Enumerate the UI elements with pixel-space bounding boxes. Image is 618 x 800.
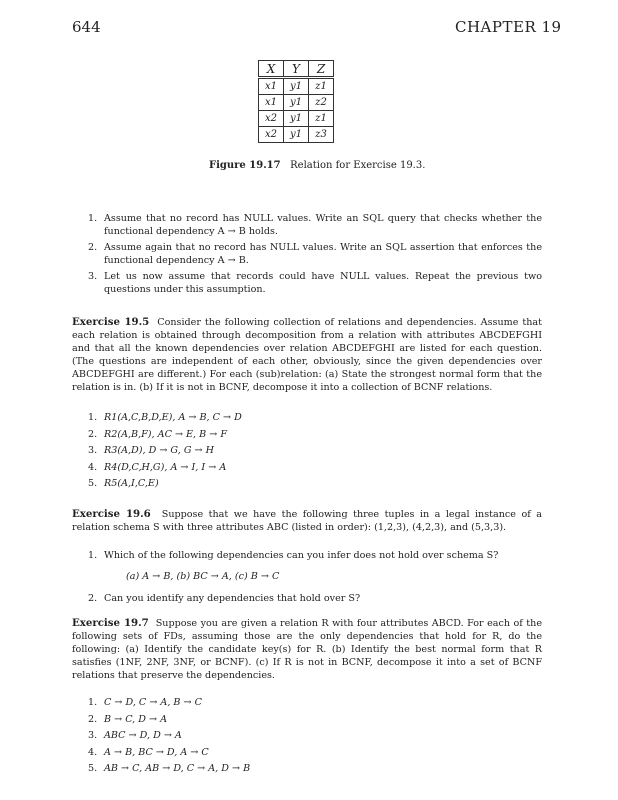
column-header: Y bbox=[284, 61, 309, 78]
list-item: 3. R3(A,D), D → G, G → H bbox=[88, 443, 542, 460]
table-cell: y1 bbox=[284, 78, 309, 95]
list-item: 3. ABC → D, D → A bbox=[88, 728, 542, 745]
list-item-text: Which of the following dependencies can you infer does not hold over schema S? bbox=[104, 550, 499, 561]
list-item-text: AB → C, AB → D, C → A, D → B bbox=[104, 763, 251, 774]
list-item: 2. R2(A,B,F), AC → E, B → F bbox=[88, 427, 542, 444]
exercise-195 bbox=[72, 316, 542, 394]
table-cell: z1 bbox=[309, 78, 334, 95]
table-header-row bbox=[259, 61, 334, 78]
list-item: 3. Let us now assume that records could have NULL values. Repeat the previous two questions under this assumption. bbox=[88, 271, 542, 295]
list-item-text: Assume that no record has NULL values. Write an SQL query that checks whether the functional dependency A → B holds. bbox=[104, 213, 542, 237]
column-header: X bbox=[259, 61, 284, 78]
table-row bbox=[259, 95, 334, 111]
table-cell: x2 bbox=[259, 111, 284, 127]
list-item-text: A → B, BC → D, A → C bbox=[104, 746, 209, 758]
exercise-197 bbox=[72, 617, 542, 682]
chapter-heading: CHAPTER 19 bbox=[455, 18, 562, 36]
list-item-text: Can you identify any dependencies that hold over S? bbox=[104, 593, 361, 604]
table-cell: y1 bbox=[284, 127, 309, 143]
table-cell: z3 bbox=[309, 127, 334, 143]
table-cell: x1 bbox=[259, 78, 284, 95]
table-row bbox=[259, 111, 334, 127]
exercise-195-relations bbox=[88, 410, 542, 493]
list-item-text: R2(A,B,F), AC → E, B → F bbox=[104, 428, 227, 440]
table-cell: y1 bbox=[284, 95, 309, 111]
list-item: 2. Assume again that no record has NULL values. Write an SQL assertion that enforces the functional dependency A → B. bbox=[88, 242, 542, 266]
list-item: 1. Which of the following dependencies can you infer does not hold over schema S? bbox=[88, 549, 542, 562]
exercise-label: Exercise 19.7 bbox=[72, 617, 149, 629]
list-item-text: R5(A,I,C,E) bbox=[104, 478, 159, 489]
exercise-text: Consider the following collection of relations and dependencies. Assume that each relation is obtained through decomposition from a relation with attributes ABCDEFGHI and that all the known dependencies over relation ABCDEFGHI are listed for each question. (The questions are independent of each other, obviously, since the given dependencies over ABCDEFGHI are different.) For each (sub)relation: (a) State the strongest normal form that the relation is in. (b) If it is not in BCNF, decompose it into a collection of BCNF relations. bbox=[72, 317, 542, 393]
list-item: 2. Can you identify any dependencies that hold over S? bbox=[88, 592, 542, 605]
figure-caption-text: Relation for Exercise 19.3. bbox=[290, 160, 426, 171]
exercise-label: Exercise 19.5 bbox=[72, 316, 150, 328]
list-item: 1. C → D, C → A, B → C bbox=[88, 695, 542, 712]
exercise-text: Suppose you are given a relation R with four attributes ABCD. For each of the following sets of FDs, assuming those are the only dependencies that hold for R, do the following: (a) Identify the candidate key(s) for R. (b) Identify the best normal form that R satisfies (1NF, 2NF, 3NF, or BCNF). (c) If R is not in BCNF, decompose it into a set of BCNF relations that preserve the dependencies. bbox=[72, 618, 542, 681]
list-item: 5. R5(A,I,C,E) bbox=[88, 476, 542, 493]
list-item: 5. AB → C, AB → D, C → A, D → B bbox=[88, 761, 542, 778]
column-header: Z bbox=[309, 61, 334, 78]
exercise-196-q2 bbox=[88, 592, 542, 605]
list-item-text: R3(A,D), D → G, G → H bbox=[104, 445, 214, 456]
table-cell: x1 bbox=[259, 95, 284, 111]
relation-table bbox=[258, 60, 334, 143]
exercise-label: Exercise 19.6 bbox=[72, 508, 151, 520]
exercise-197-fd-sets bbox=[88, 695, 542, 778]
exercise-196 bbox=[72, 508, 542, 534]
table-cell: z1 bbox=[309, 111, 334, 127]
page-number: 644 bbox=[72, 18, 101, 36]
exercise-193-questions bbox=[88, 212, 542, 296]
figure-label: Figure 19.17 bbox=[209, 160, 281, 171]
table-cell: y1 bbox=[284, 111, 309, 127]
table-cell: z2 bbox=[309, 95, 334, 111]
table-row bbox=[259, 127, 334, 143]
list-item-text: Assume again that no record has NULL values. Write an SQL assertion that enforces the functional dependency A → B. bbox=[104, 242, 542, 266]
table-cell: x2 bbox=[259, 127, 284, 143]
list-item: 1. Assume that no record has NULL values. Write an SQL query that checks whether the functional dependency A → B holds. bbox=[88, 213, 542, 237]
list-item-text: B → C, D → A bbox=[104, 713, 168, 725]
list-item: 4. R4(D,C,H,G), A → I, I → A bbox=[88, 460, 542, 477]
list-item-text: R1(A,C,B,D,E), A → B, C → D bbox=[104, 412, 242, 423]
figure-caption bbox=[209, 160, 425, 171]
list-item: 2. B → C, D → A bbox=[88, 712, 542, 729]
list-item-text: Let us now assume that records could have NULL values. Repeat the previous two questions under this assumption. bbox=[104, 271, 542, 295]
dependency-options: (a) A → B, (b) BC → A, (c) B → C bbox=[126, 571, 280, 582]
table-row bbox=[259, 78, 334, 95]
exercise-text: Suppose that we have the following three tuples in a legal instance of a relation schema S with three attributes ABC (listed in order): (1,2,3), (4,2,3), and (5,3,3). bbox=[72, 509, 542, 533]
list-item-text: C → D, C → A, B → C bbox=[104, 697, 202, 708]
list-item: 4. A → B, BC → D, A → C bbox=[88, 745, 542, 762]
list-item-text: R4(D,C,H,G), A → I, I → A bbox=[104, 461, 227, 473]
list-item: 1. R1(A,C,B,D,E), A → B, C → D bbox=[88, 410, 542, 427]
exercise-196-q1 bbox=[88, 549, 542, 562]
list-item-text: ABC → D, D → A bbox=[104, 730, 182, 741]
